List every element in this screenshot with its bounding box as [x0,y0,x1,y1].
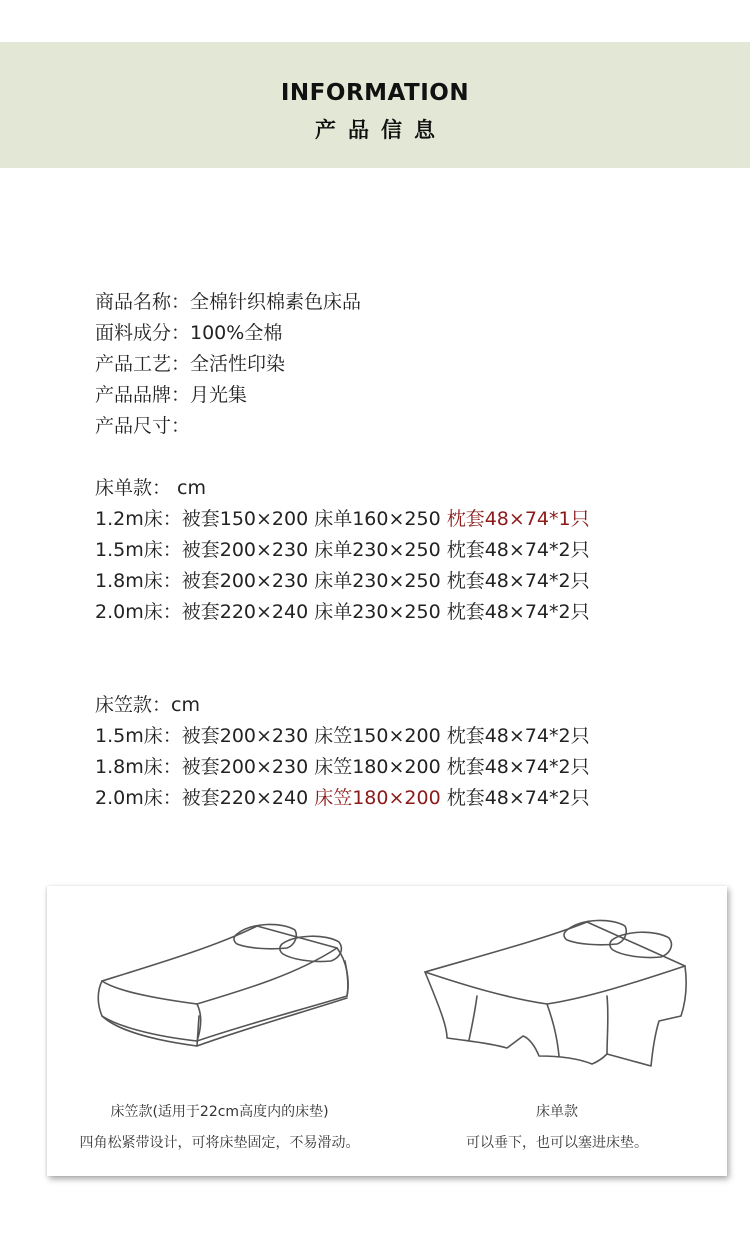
fitted-caption-title: 床笠款(适用于22cm高度内的床垫) [110,1104,329,1120]
fitted-row [95,783,590,814]
sheet-row-bed: 1.2m床：被套150×200 床单160×250 [95,508,447,530]
title-cn: 产品信息 [315,118,447,142]
fitted-row-post: 枕套48×74*2只 [440,756,590,778]
bedding-illustration-card [47,886,727,1176]
sheet-row-pillow: 枕套48×74*2只 [446,570,590,592]
flat-bed-icon [425,920,686,1066]
fitted-caption-desc: 四角松紧带设计，可将床垫固定，不易滑动。 [79,1135,360,1151]
fitted-row-pre: 1.5m床：被套200×230 [95,725,315,747]
fitted-row-pre: 1.8m床：被套200×230 [95,756,315,778]
fitted-row [95,721,590,752]
fitted-row [95,752,590,783]
sheet-row-bed: 2.0m床：被套220×240 床单230×250 [95,601,447,623]
flat-caption-title: 床单款 [536,1104,578,1120]
fitted-style-title: 床笠款：cm [95,694,200,716]
fitted-row-post: 枕套48×74*2只 [440,787,590,809]
flat-caption-desc: 可以垂下，也可以塞进床垫。 [466,1135,648,1151]
sheet-row-bed: 1.8m床：被套200×230 床单230×250 [95,570,447,592]
info-name: 商品名称：全棉针织棉素色床品 [95,291,362,313]
fitted-bed-icon [98,924,348,1046]
info-fabric: 面料成分：100%全棉 [95,322,283,344]
sheet-row [95,566,590,597]
fitted-row-mid: 床笠180×200 [314,756,441,778]
sheet-row [95,597,590,628]
sheet-row-pillow: 枕套48×74*2只 [446,539,590,561]
header-banner [0,42,750,168]
fitted-row-pre: 2.0m床：被套220×240 [95,787,315,809]
sheet-row [95,535,590,566]
product-info [95,287,590,814]
sheet-row-pillow: 枕套48×74*1只 [446,508,590,530]
fitted-row-mid: 床笠150×200 [314,725,441,747]
sheet-row [95,504,590,535]
fitted-row-mid: 床笠180×200 [314,787,441,809]
info-craft: 产品工艺：全活性印染 [95,353,286,375]
fitted-row-post: 枕套48×74*2只 [440,725,590,747]
sheet-style-title: 床单款： cm [95,477,206,499]
info-brand: 产品品牌：月光集 [95,384,248,406]
sheet-row-bed: 1.5m床：被套200×230 床单230×250 [95,539,447,561]
title-en: INFORMATION [280,80,470,106]
info-size-title: 产品尺寸： [95,415,191,437]
sheet-row-pillow: 枕套48×74*2只 [446,601,590,623]
